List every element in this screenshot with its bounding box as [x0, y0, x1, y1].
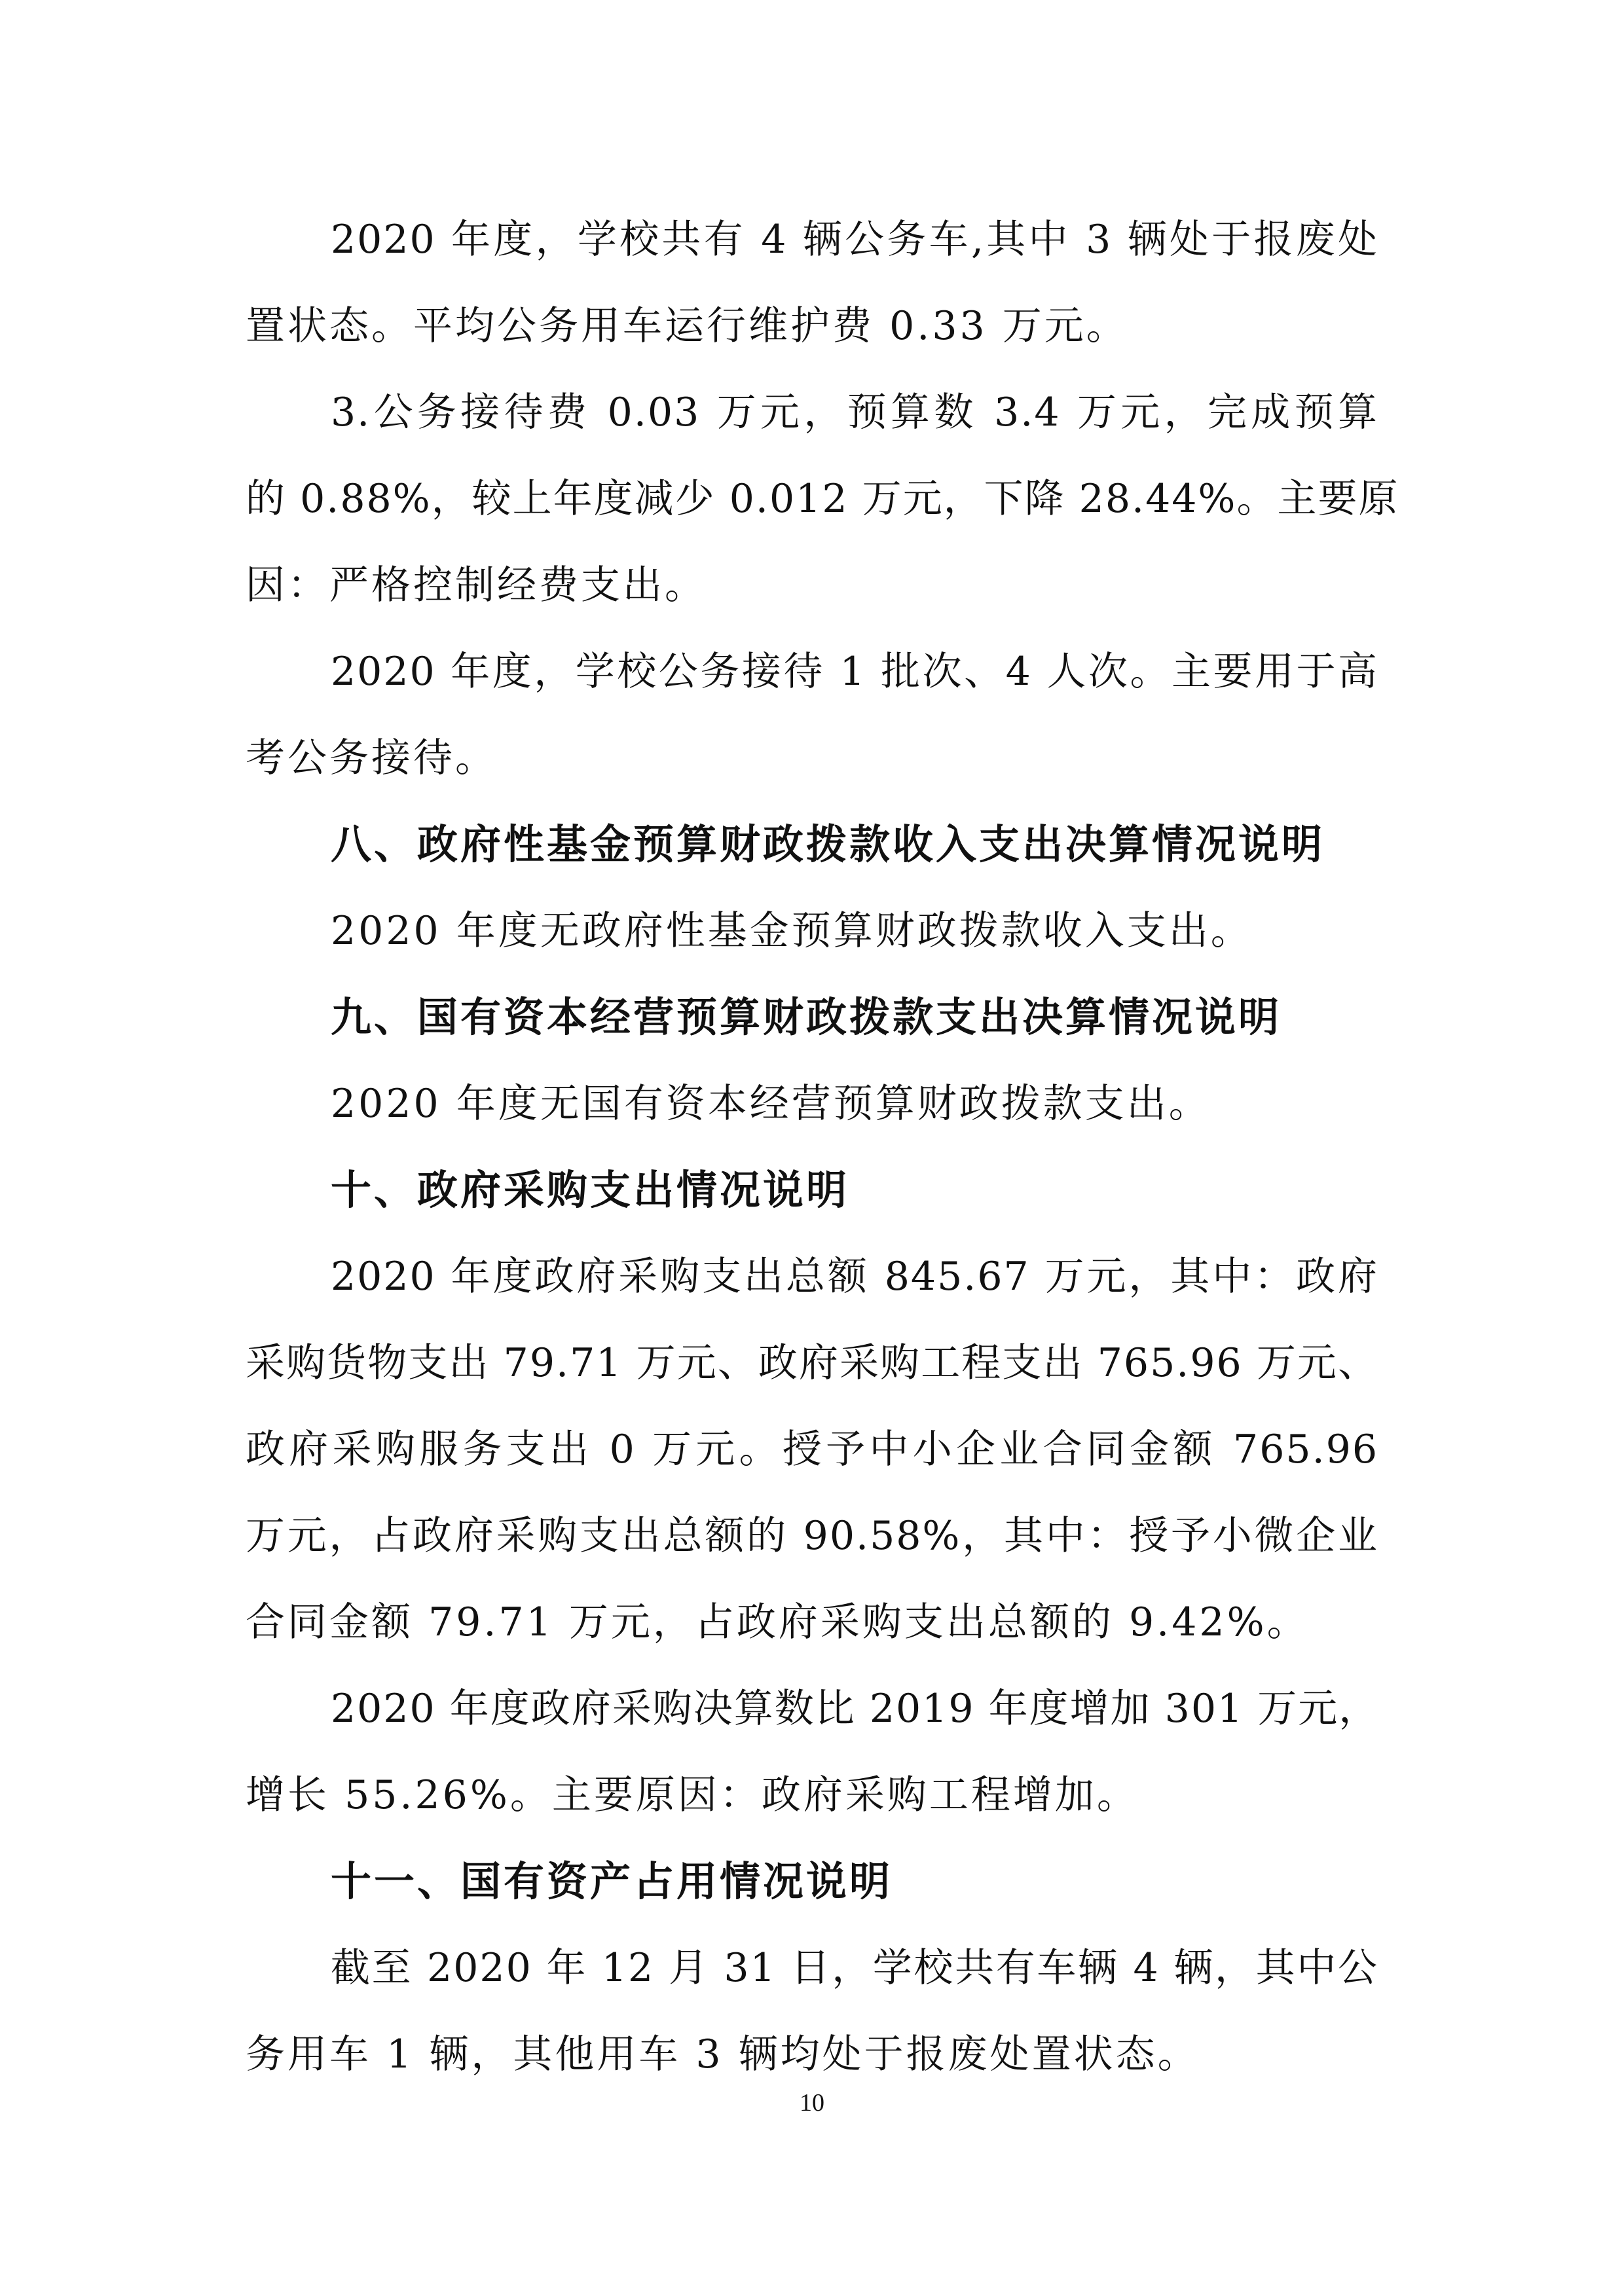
section-heading-9: 九、国有资本经营预算财政拨款支出决算情况说明	[331, 993, 1282, 1041]
vehicle-paragraph-line-1: 2020 年度，学校共有 4 辆公务车,其中 3 辆处于报废处	[331, 217, 1378, 263]
section-9-body: 2020 年度无国有资本经营预算财政拨款支出。	[331, 1081, 1211, 1127]
reception-paragraph-line-3: 因：严格控制经费支出。	[246, 562, 707, 608]
procurement-paragraph-line-4: 万元，占政府采购支出总额的 90.58%，其中：授予小微企业	[246, 1513, 1378, 1559]
procurement-change-line-2: 增长 55.26%。主要原因：政府采购工程增加。	[246, 1772, 1139, 1818]
procurement-paragraph-line-3: 政府采购服务支出 0 万元。授予中小企业合同金额 765.96	[246, 1427, 1378, 1472]
page-number: 10	[800, 2089, 824, 2117]
procurement-paragraph-line-5: 合同金额 79.71 万元，占政府采购支出总额的 9.42%。	[246, 1599, 1309, 1645]
section-heading-10: 十、政府采购支出情况说明	[331, 1166, 850, 1214]
section-heading-8: 八、政府性基金预算财政拨款收入支出决算情况说明	[331, 820, 1325, 868]
assets-paragraph-line-2: 务用车 1 辆，其他用车 3 辆均处于报废处置状态。	[246, 2032, 1200, 2077]
procurement-paragraph-line-1: 2020 年度政府采购支出总额 845.67 万元，其中：政府	[331, 1254, 1378, 1300]
section-8-body: 2020 年度无政府性基金预算财政拨款收入支出。	[331, 908, 1253, 954]
vehicle-paragraph-line-2: 置状态。平均公务用车运行维护费 0.33 万元。	[246, 303, 1128, 349]
section-heading-11: 十一、国有资产占用情况说明	[331, 1857, 893, 1905]
reception-paragraph-line-2: 的 0.88%，较上年度减少 0.012 万元，下降 28.44%。主要原	[246, 476, 1399, 522]
assets-paragraph-line-1: 截至 2020 年 12 月 31 日，学校共有车辆 4 辆，其中公	[331, 1945, 1378, 1991]
procurement-paragraph-line-2: 采购货物支出 79.71 万元、政府采购工程支出 765.96 万元、	[246, 1340, 1378, 1386]
reception-paragraph-line-1: 3.公务接待费 0.03 万元，预算数 3.4 万元，完成预算	[331, 390, 1378, 435]
reception-count-line-1: 2020 年度，学校公务接待 1 批次、4 人次。主要用于高	[331, 649, 1378, 695]
procurement-change-line-1: 2020 年度政府采购决算数比 2019 年度增加 301 万元，	[331, 1686, 1380, 1732]
reception-count-line-2: 考公务接待。	[246, 735, 497, 781]
